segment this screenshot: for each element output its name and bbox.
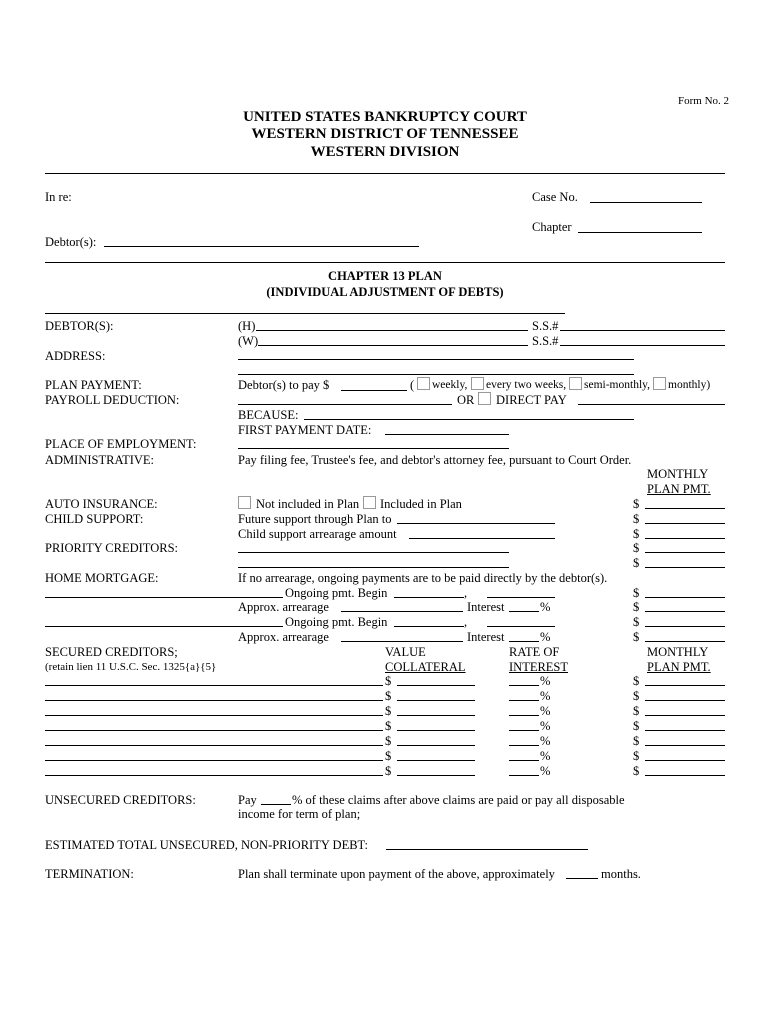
priority-field-1[interactable] (238, 552, 509, 553)
arrearage-1-field[interactable] (341, 611, 463, 612)
percent: % (540, 674, 551, 688)
termination-months-field[interactable] (566, 878, 598, 879)
included-label: Included in Plan (380, 497, 462, 511)
monthly-header: MONTHLY (647, 467, 709, 481)
address-line-2[interactable] (238, 374, 634, 375)
dollar: $ (633, 630, 640, 644)
collateral-value-field[interactable] (397, 760, 475, 761)
chapter-field[interactable] (578, 232, 702, 233)
wife-ss-field[interactable] (560, 345, 725, 346)
interest-rate-field[interactable] (509, 700, 539, 701)
percent: % (540, 630, 551, 644)
dollar: $ (633, 719, 640, 733)
husband-name-field[interactable] (256, 330, 528, 331)
payroll-deduction-field[interactable] (238, 404, 452, 405)
interest-label: Interest (467, 600, 505, 614)
dollar: $ (633, 749, 640, 763)
interest-rate-field[interactable] (509, 760, 539, 761)
unsecured-text-line2: income for term of plan; (238, 807, 361, 821)
percent: % (540, 719, 551, 733)
monthly-pmt-field[interactable] (645, 700, 725, 701)
mortgage-creditor-2-field[interactable] (45, 626, 283, 627)
monthly-pmt-field[interactable] (645, 685, 725, 686)
secured-creditor-field[interactable] (45, 760, 383, 761)
court-division: WESTERN DIVISION (310, 144, 460, 160)
dollar: $ (385, 689, 392, 703)
rate-of-header: RATE OF (509, 645, 560, 659)
interest-2-field[interactable] (509, 641, 539, 642)
court-district: WESTERN DISTRICT OF TENNESSEE (251, 126, 519, 142)
collateral-value-field[interactable] (397, 715, 475, 716)
dollar: $ (633, 674, 640, 688)
monthly-pmt-field[interactable] (645, 745, 725, 746)
percent: % (540, 734, 551, 748)
interest-1-field[interactable] (509, 611, 539, 612)
dollar: $ (633, 615, 640, 629)
wife-ss-label: S.S.# (532, 334, 559, 348)
case-no-field[interactable] (590, 202, 702, 203)
monthly-pmt-field[interactable] (645, 730, 725, 731)
dollar: $ (633, 600, 640, 614)
first-payment-date-field[interactable] (385, 434, 509, 435)
monthly-pmt-field[interactable] (645, 552, 725, 553)
collateral-header: COLLATERAL (385, 660, 466, 674)
arrearage-2-field[interactable] (341, 641, 463, 642)
dollar: $ (633, 497, 640, 511)
future-support-field[interactable] (397, 523, 555, 524)
collateral-value-field[interactable] (397, 775, 475, 776)
unsecured-text: % of these claims after above claims are paid or pay all disposable (292, 793, 625, 807)
approx-arrearage-label: Approx. arrearage (238, 600, 329, 614)
estimated-total-label: ESTIMATED TOTAL UNSECURED, NON-PRIORITY DEBT: (45, 838, 369, 852)
every-two-weeks-checkbox[interactable] (471, 377, 484, 390)
wife-label: (W) (238, 334, 259, 348)
monthly-pmt-field[interactable] (645, 775, 725, 776)
priority-creditors-label: PRIORITY CREDITORS: (45, 541, 179, 555)
unsecured-creditors-label: UNSECURED CREDITORS: (45, 793, 196, 807)
plan-pmt-header: PLAN PMT. (647, 482, 711, 496)
approx-arrearage-label: Approx. arrearage (238, 630, 329, 644)
value-header: VALUE (385, 645, 426, 659)
interest-header: INTEREST (509, 660, 569, 674)
mortgage-text: If no arrearage, ongoing payments are to be paid directly by the debtor(s). (238, 571, 608, 585)
divider (45, 262, 725, 263)
monthly-header: MONTHLY (647, 645, 709, 659)
direct-pay-label: DIRECT PAY (496, 393, 567, 407)
interest-rate-field[interactable] (509, 715, 539, 716)
semi-monthly-label: semi-monthly, (584, 379, 651, 391)
percent: % (540, 749, 551, 763)
because-field[interactable] (304, 419, 634, 420)
every-two-weeks-label: every two weeks, (486, 379, 567, 391)
included-checkbox[interactable] (363, 496, 376, 509)
secured-creditor-field[interactable] (45, 685, 383, 686)
not-included-label: Not included in Plan (256, 497, 360, 511)
unsecured-percent-field[interactable] (261, 804, 291, 805)
address-label: ADDRESS: (45, 349, 106, 363)
case-no-label: Case No. (532, 190, 578, 204)
place-of-employment-label: PLACE OF EMPLOYMENT: (45, 437, 197, 451)
divider (45, 173, 725, 174)
dollar: $ (633, 586, 640, 600)
because-label: BECAUSE: (238, 408, 299, 422)
employment-field[interactable] (238, 448, 509, 449)
mortgage-creditor-1-field[interactable] (45, 597, 283, 598)
monthly-pmt-field[interactable] (645, 597, 725, 598)
comma: , (464, 615, 468, 629)
collateral-value-field[interactable] (397, 730, 475, 731)
secured-creditor-field[interactable] (45, 715, 383, 716)
court-name: UNITED STATES BANKRUPTCY COURT (243, 109, 527, 125)
dollar: $ (633, 764, 640, 778)
ongoing-date-1[interactable] (394, 597, 464, 598)
direct-pay-checkbox[interactable] (478, 392, 491, 405)
husband-label: (H) (238, 319, 256, 333)
dollar: $ (633, 556, 640, 570)
dollar: $ (385, 674, 392, 688)
administrative-label: ADMINISTRATIVE: (45, 453, 155, 467)
weekly-label: weekly, (432, 379, 468, 391)
dollar: $ (633, 541, 640, 555)
interest-rate-field[interactable] (509, 730, 539, 731)
termination-text: Plan shall terminate upon payment of the above, approximately (238, 867, 555, 881)
secured-creditor-field[interactable] (45, 775, 383, 776)
plan-title: CHAPTER 13 PLAN (328, 269, 442, 283)
husband-ss-field[interactable] (560, 330, 725, 331)
monthly-checkbox[interactable] (653, 377, 666, 390)
monthly-pmt-field[interactable] (645, 523, 725, 524)
plan-payment-label: PLAN PAYMENT: (45, 378, 142, 392)
percent: % (540, 689, 551, 703)
debtors-caption-field[interactable] (104, 246, 419, 247)
unsecured-pay-label: Pay (238, 793, 257, 807)
not-included-checkbox[interactable] (238, 496, 251, 509)
pay-amount-field[interactable] (341, 390, 407, 391)
estimated-total-field[interactable] (386, 849, 588, 850)
plan-subtitle: (INDIVIDUAL ADJUSTMENT OF DEBTS) (266, 285, 504, 299)
debtors-caption-label: Debtor(s): (45, 235, 97, 249)
debtors-label: DEBTOR(S): (45, 319, 114, 333)
interest-label: Interest (467, 630, 505, 644)
percent: % (540, 600, 551, 614)
ongoing-year-1[interactable] (487, 597, 555, 598)
direct-pay-field[interactable] (578, 404, 725, 405)
comma: , (464, 586, 468, 600)
home-mortgage-label: HOME MORTGAGE: (45, 571, 159, 585)
in-re-label: In re: (45, 190, 72, 204)
form-number: Form No. 2 (678, 95, 730, 107)
payroll-deduction-label: PAYROLL DEDUCTION: (45, 393, 180, 407)
secured-creditor-field[interactable] (45, 700, 383, 701)
percent: % (540, 704, 551, 718)
child-support-label: CHILD SUPPORT: (45, 512, 144, 526)
administrative-text: Pay filing fee, Trustee's fee, and debtor's attorney fee, pursuant to Court Order. (238, 453, 632, 467)
husband-ss-label: S.S.# (532, 319, 559, 333)
dollar: $ (385, 704, 392, 718)
collateral-value-field[interactable] (397, 685, 475, 686)
months-label: months. (601, 867, 641, 881)
monthly-pmt-field[interactable] (645, 567, 725, 568)
plan-pmt-header: PLAN PMT. (647, 660, 711, 674)
dollar: $ (633, 689, 640, 703)
dollar: $ (633, 704, 640, 718)
interest-rate-field[interactable] (509, 745, 539, 746)
first-payment-date-label: FIRST PAYMENT DATE: (238, 423, 372, 437)
dollar: $ (633, 734, 640, 748)
dollar: $ (385, 719, 392, 733)
divider-line (45, 313, 565, 314)
future-support-label: Future support through Plan to (238, 512, 392, 526)
paren-open: ( (410, 378, 415, 392)
auto-insurance-label: AUTO INSURANCE: (45, 497, 158, 511)
wife-name-field[interactable] (258, 345, 528, 346)
dollar: $ (633, 512, 640, 526)
collateral-value-field[interactable] (397, 700, 475, 701)
ongoing-label: Ongoing pmt. Begin (285, 586, 388, 600)
arrearage-amount-label: Child support arrearage amount (238, 527, 397, 541)
percent: % (540, 764, 551, 778)
chapter-label: Chapter (532, 220, 572, 234)
monthly-pmt-field[interactable] (645, 508, 725, 509)
ongoing-label: Ongoing pmt. Begin (285, 615, 388, 629)
dollar: $ (633, 527, 640, 541)
address-line-1[interactable] (238, 359, 634, 360)
monthly-pmt-field[interactable] (645, 611, 725, 612)
secured-creditors-label: SECURED CREDITORS; (45, 645, 178, 659)
secured-creditor-field[interactable] (45, 745, 383, 746)
monthly-pmt-field[interactable] (645, 538, 725, 539)
semi-monthly-checkbox[interactable] (569, 377, 582, 390)
secured-note: (retain lien 11 U.S.C. Sec. 1325{a}{5} (45, 661, 217, 673)
weekly-checkbox[interactable] (417, 377, 430, 390)
or-label: OR (457, 393, 475, 407)
dollar: $ (385, 764, 392, 778)
interest-rate-field[interactable] (509, 775, 539, 776)
ongoing-year-2[interactable] (487, 626, 555, 627)
collateral-value-field[interactable] (397, 745, 475, 746)
ongoing-date-2[interactable] (394, 626, 464, 627)
arrearage-amount-field[interactable] (409, 538, 555, 539)
monthly-pmt-field[interactable] (645, 626, 725, 627)
secured-creditor-field[interactable] (45, 730, 383, 731)
monthly-pmt-field[interactable] (645, 641, 725, 642)
monthly-pmt-field[interactable] (645, 715, 725, 716)
monthly-pmt-field[interactable] (645, 760, 725, 761)
priority-field-2[interactable] (238, 567, 509, 568)
dollar: $ (385, 749, 392, 763)
monthly-label: monthly) (668, 379, 711, 391)
pay-prefix: Debtor(s) to pay $ (238, 378, 330, 392)
dollar: $ (385, 734, 392, 748)
interest-rate-field[interactable] (509, 685, 539, 686)
termination-label: TERMINATION: (45, 867, 134, 881)
